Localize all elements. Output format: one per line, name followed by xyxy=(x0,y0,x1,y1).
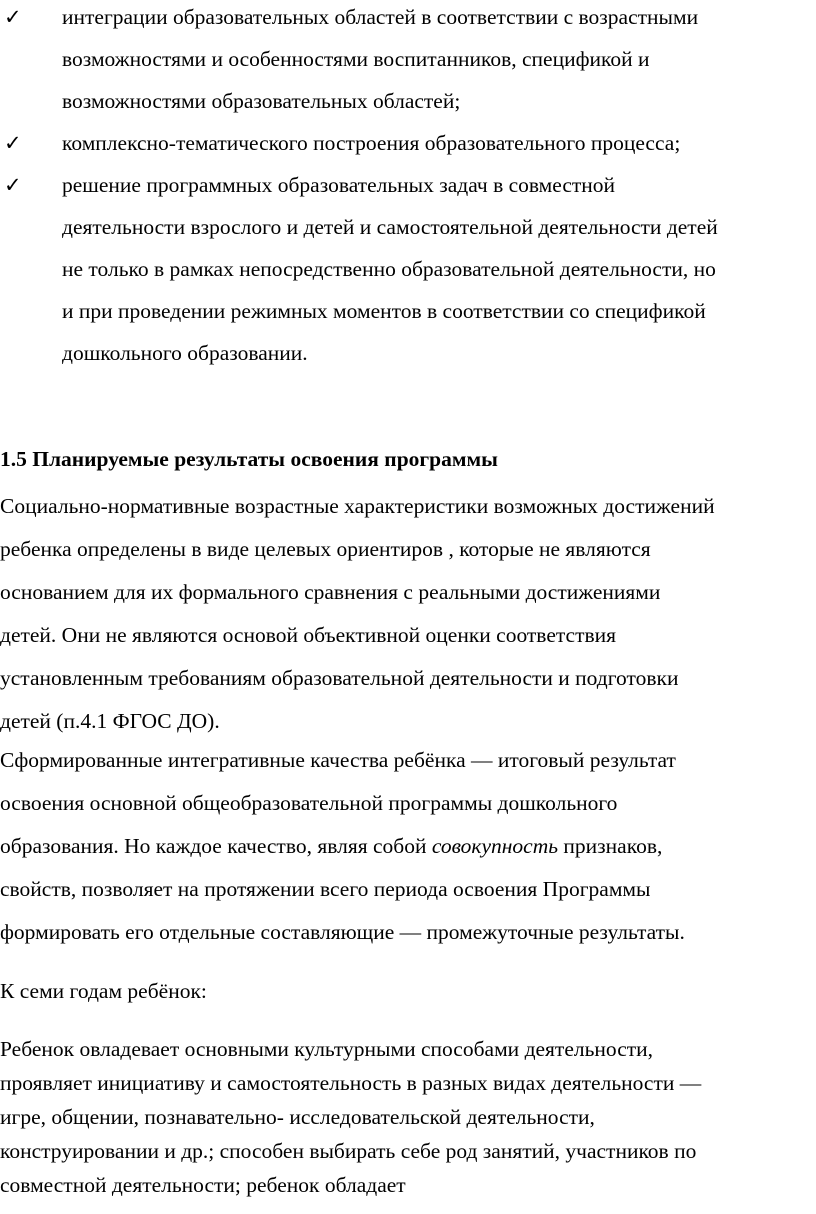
paragraph-child-abilities: Ребенок овладевает основными культурными способами деятельности, проявляет инициативу и самостоятельность в разных видах деятельности — игре, общении, познавательно- исследовательской деятельности, конструировании и др.; способен выбирать себе род занятий, участников по совместной деятельности; ребенок обладает xyxy=(0,1037,702,1197)
emphasis-text: совокупность xyxy=(431,834,559,858)
paragraph-age-seven: К семи годам ребёнок: xyxy=(0,979,207,1003)
paragraph-integrative-qualities: Сформированные интегративные качества ребёнка — итоговый результат освоения основной общеобразовательной программы дошкольного образования. Но каждое качество, являя собой совокупность признаков, свойств, позволяет на протяжении всего периода освоения Программы формировать его отдельные составляющие — промежуточные результаты. xyxy=(0,748,685,944)
list-item-text: комплексно-тематического построения образовательного процесса; xyxy=(62,131,681,155)
list-item-text: решение программных образовательных задач в совместной деятельности взрослого и детей и самостоятельной деятельности детей не только в рамках непосредственно образовательной деятельности, но и при проведении режимных моментов в соответствии со спецификой дошкольного образовании. xyxy=(62,173,718,365)
section-heading: 1.5 Планируемые результаты освоения программы xyxy=(0,447,498,471)
checkmark-icon: ✓ xyxy=(4,131,22,155)
checkmark-icon: ✓ xyxy=(4,173,22,197)
checkmark-icon: ✓ xyxy=(4,5,22,29)
paragraph-targets: Социально-нормативные возрастные характеристики возможных достижений ребенка определены в виде целевых ориентиров , которые не являются основанием для их формального сравнения с реальными достижениями детей. Они не являются основой объективной оценки соответствия установленным требованиям образовательной деятельности и подготовки детей (п.4.1 ФГОС ДО). xyxy=(0,494,715,733)
list-item-text: интеграции образовательных областей в соответствии с возрастными возможностями и особенностями воспитанников, спецификой и возможностями образовательных областей; xyxy=(62,5,699,113)
